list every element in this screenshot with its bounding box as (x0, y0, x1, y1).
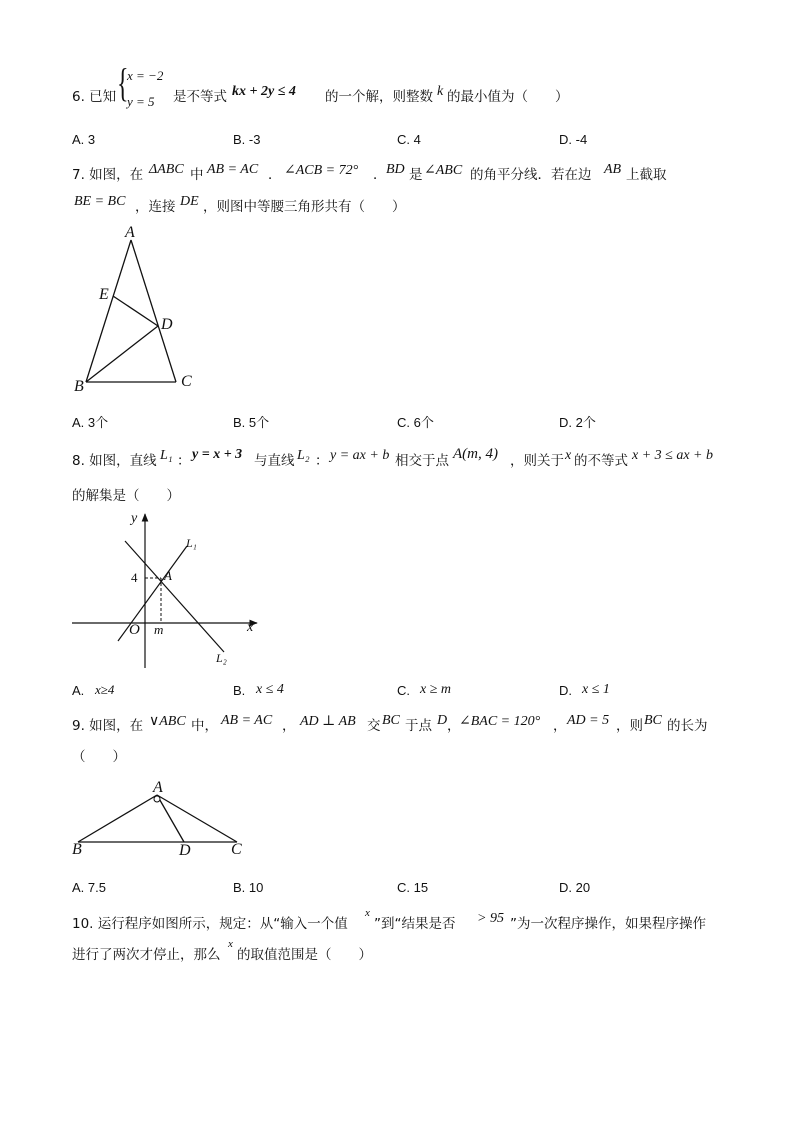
q7-text-4: ． (373, 167, 387, 183)
q7-be-bc: BE = BC (74, 194, 126, 209)
q10-condition: > 95 (477, 911, 504, 926)
q9-angle: ∠BAC = 120° (459, 714, 541, 729)
q8-text-6: 的解集是（ ） (72, 488, 180, 504)
q6-option-c[interactable]: C. 4 (397, 132, 421, 147)
q6-number: 6. 已知 (72, 89, 117, 105)
q8-text-5: 的不等式 (574, 453, 628, 469)
q7-label-d: D (161, 316, 173, 333)
q9-option-a[interactable]: A. 7.5 (72, 880, 106, 895)
q6-text-tail: 的一个解，则整数 (325, 89, 433, 105)
q9-label-c: C (231, 841, 242, 858)
q9-label-b: B (72, 841, 82, 858)
q10-text-1: 10. 运行程序如图所示，规定：从“输入一个值 (72, 916, 348, 932)
q9-text-1: 9. 如图，在 (72, 718, 144, 734)
q7-text-8: ，连接 (135, 199, 176, 215)
q9-segment-ab (78, 795, 157, 842)
q7-text-5: 是 (409, 167, 423, 183)
q6-text-end: 的最小值为（ ） (447, 89, 569, 105)
q8-option-d-expr[interactable]: x ≤ 1 (582, 682, 610, 697)
q8-text-3: 相交于点 (395, 453, 449, 469)
q6-text-mid: 是不等式 (173, 89, 227, 105)
q7-angle-abc: ∠ABC (424, 163, 463, 178)
q8-colon-2: ： (315, 453, 329, 469)
q8-x: x (565, 448, 572, 463)
q8-option-c-letter[interactable]: C. (397, 683, 410, 698)
q8-label-m: m (154, 622, 164, 637)
q10-text-4: 进行了两次才停止，那么 (72, 947, 221, 963)
q9-text-5: 于点 (405, 718, 432, 734)
q8-label-l2: L₂ (216, 651, 227, 665)
q8-option-a-letter[interactable]: A. (72, 683, 85, 698)
q7-de: DE (180, 194, 199, 209)
q6-inequality: kx + 2y ≤ 4 (232, 84, 296, 99)
q9-d: D (437, 713, 448, 728)
q7-text-3: ． (268, 167, 282, 183)
q8-l1: L₁ (160, 448, 173, 463)
q7-label-b: B (74, 378, 84, 395)
q9-text-10: （ ） (72, 749, 126, 765)
q7-option-a[interactable]: A. 3个 (72, 415, 109, 430)
q9-bc-2: BC (644, 713, 662, 728)
q9-text-8: ，则 (616, 718, 643, 734)
q7-text-9: ，则图中等腰三角形共有（ ） (203, 199, 406, 215)
q8-text-1: 8. 如图，直线 (72, 453, 157, 469)
q8-text-2: 与直线 (254, 453, 295, 469)
q6-system-line2: y = 5 (127, 94, 155, 109)
q9-label-d: D (179, 842, 191, 859)
q8-option-c-expr[interactable]: x ≥ m (420, 682, 452, 697)
q8-eq-2: y = ax + b (330, 448, 390, 463)
q7-bd: BD (386, 162, 405, 177)
q9-label-a: A (153, 779, 163, 796)
q9-segment-ac (157, 795, 237, 842)
q8-option-d-letter[interactable]: D. (559, 683, 572, 698)
q6-k: k (437, 84, 444, 99)
q7-text-7: 上截取 (626, 167, 667, 183)
q8-option-b-letter[interactable]: B. (233, 683, 246, 698)
q8-label-x: x (247, 620, 254, 635)
q9-text-9: 的长为 (667, 718, 708, 734)
q8-text-4: ，则关于 (510, 453, 564, 469)
q8-point: A(m, 4) (453, 446, 498, 462)
q7-label-e: E (99, 286, 109, 303)
q6-option-a[interactable]: A. 3 (72, 132, 96, 147)
q6-option-d[interactable]: D. -4 (559, 132, 588, 147)
q8-eq-1: y = x + 3 (192, 447, 243, 462)
q8-label-a: A (164, 568, 172, 583)
q8-label-l1: L₁ (186, 536, 197, 550)
q9-perp: AD ⊥ AB (300, 714, 356, 729)
q9-equal-sides: AB = AC (221, 713, 273, 728)
q7-equal-sides: AB = AC (207, 162, 259, 177)
q7-ab: AB (604, 162, 622, 177)
q9-option-d[interactable]: D. 20 (559, 880, 591, 895)
q10-x-2: x (228, 938, 233, 950)
q8-colon-1: ： (177, 453, 191, 469)
q7-option-b[interactable]: B. 5个 (233, 415, 270, 430)
q9-text-3: ， (282, 718, 296, 734)
q10-text-2: ”到“结果是否 (374, 916, 456, 932)
q7-label-a: A (125, 224, 135, 241)
q8-label-y: y (131, 511, 138, 526)
q7-label-c: C (181, 373, 192, 390)
q10-text-5: 的取值范围是（ ） (237, 947, 372, 963)
q7-angle: ∠ACB = 72° (284, 163, 359, 178)
q8-label-four: 4 (131, 570, 138, 585)
q7-text-1: 7. 如图，在 (72, 167, 144, 183)
q8-inequality: x + 3 ≤ ax + b (632, 448, 714, 463)
q6-option-b[interactable]: B. -3 (233, 132, 261, 147)
q9-text-6: ， (447, 718, 461, 734)
q10-x: x (365, 907, 370, 919)
q8-option-a-expr[interactable]: x≥4 (95, 682, 115, 697)
q9-triangle: ∨ABC (149, 714, 186, 729)
q7-text-6: 的角平分线．若在边 (470, 167, 592, 183)
q7-triangle: ΔABC (149, 162, 184, 177)
q9-bc: BC (382, 713, 400, 728)
q8-l2: L₂ (297, 448, 310, 463)
q9-option-c[interactable]: C. 15 (397, 880, 429, 895)
q9-option-b[interactable]: B. 10 (233, 880, 264, 895)
q8-label-o: O (129, 622, 140, 638)
q10-text-3: ”为一次程序操作，如果程序操作 (510, 916, 706, 932)
q9-segment-ad (157, 795, 184, 842)
q7-option-d[interactable]: D. 2个 (559, 415, 596, 430)
q6-brace: { (117, 60, 129, 105)
q8-option-b-expr[interactable]: x ≤ 4 (256, 682, 284, 697)
q9-ad: AD = 5 (567, 713, 610, 728)
q7-option-c[interactable]: C. 6个 (397, 415, 434, 430)
q9-text-4: 交 (367, 718, 381, 734)
q9-text-7: ， (553, 718, 567, 734)
q9-text-2: 中， (191, 718, 218, 734)
q7-text-2: 中 (190, 167, 204, 183)
q6-system-line1: x = −2 (127, 68, 164, 83)
